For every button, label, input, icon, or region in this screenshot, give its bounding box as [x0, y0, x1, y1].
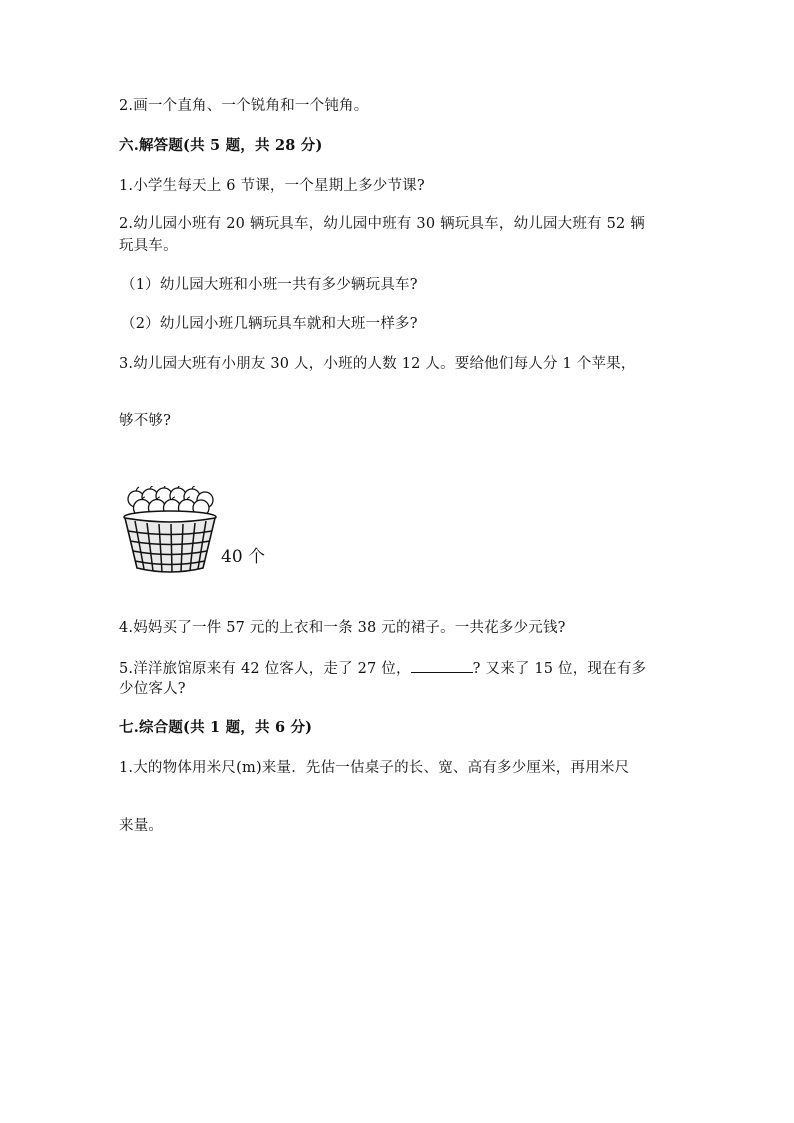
section-heading-comprehensive: 七.综合题(共 1 题，共 6 分) [119, 719, 313, 736]
hotel-question-part2: ? 又来了 15 位，现在有多 [472, 661, 647, 677]
question-draw-angles: 2.画一个直角、一个锐角和一个钝角。 [119, 98, 369, 114]
apple-basket-image [120, 486, 220, 576]
question-apples-line2: 够不够? [119, 413, 172, 429]
question-hotel-guests-line2: 少位客人? [119, 681, 186, 697]
question-measure-table-line1: 1.大的物体用米尺(m)来量．先估一估桌子的长、宽、高有多少厘米，再用米尺 [119, 760, 630, 776]
answer-blank[interactable] [411, 658, 473, 673]
hotel-question-part1: 5.洋洋旅馆原来有 42 位客人，走了 27 位， [119, 661, 411, 677]
question-hotel-guests-line1 [119, 658, 646, 679]
subquestion-toy-cars-difference: （2）幼儿园小班几辆玩具车就和大班一样多? [121, 316, 418, 332]
question-clothes-cost: 4.妈妈买了一件 57 元的上衣和一条 38 元的裙子。一共花多少元钱? [119, 620, 566, 636]
section-heading-answer-questions: 六.解答题(共 5 题，共 28 分) [119, 137, 323, 154]
question-measure-table-line2: 来量。 [119, 818, 164, 834]
question-toy-cars-line2: 玩具车。 [119, 238, 178, 254]
question-apples-line1: 3.幼儿园大班有小朋友 30 人，小班的人数 12 人。要给他们每人分 1 个苹果， [119, 356, 636, 372]
subquestion-toy-cars-total: （1）幼儿园大班和小班一共有多少辆玩具车? [121, 277, 418, 293]
basket-apple-count: 40 个 [221, 547, 266, 567]
question-toy-cars-line1: 2.幼儿园小班有 20 辆玩具车，幼儿园中班有 30 辆玩具车，幼儿园大班有 52 辆 [119, 216, 645, 232]
question-lessons-per-week: 1.小学生每天上 6 节课，一个星期上多少节课? [119, 178, 425, 194]
